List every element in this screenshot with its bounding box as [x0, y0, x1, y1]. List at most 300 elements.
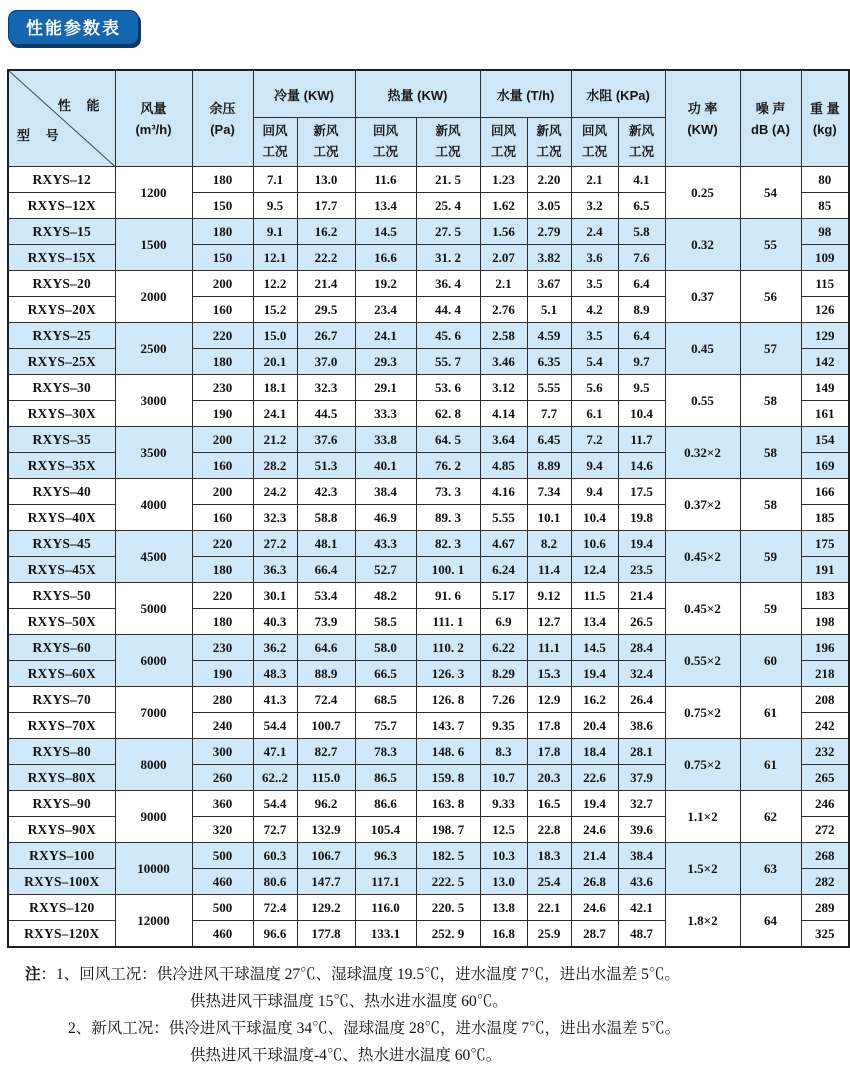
heat-r-cell: 68.5: [355, 687, 416, 713]
model-cell: RXYS–70: [8, 687, 115, 713]
cool-r-cell: 41.3: [253, 687, 297, 713]
wf-r-cell: 1.23: [480, 167, 527, 193]
model-cell: RXYS–50X: [8, 609, 115, 635]
cool-f-cell: 96.2: [297, 791, 355, 817]
pa-cell: 220: [192, 531, 253, 557]
wf-r-cell: 9.33: [480, 791, 527, 817]
cool-f-cell: 37.0: [297, 349, 355, 375]
power-cell: 0.45×2: [665, 531, 740, 583]
notes: [25, 961, 850, 1069]
header-noise-unit: dB (A): [751, 121, 791, 137]
header-performance-label: 性 能: [57, 98, 106, 113]
spec-table-body: [8, 167, 849, 948]
heat-f-cell: 64. 5: [416, 427, 480, 453]
heat-r-cell: 16.6: [355, 245, 416, 271]
pa-cell: 190: [192, 401, 253, 427]
cool-f-cell: 13.0: [297, 167, 355, 193]
weight-cell: 196: [801, 635, 849, 661]
airflow-cell: 8000: [115, 739, 192, 791]
weight-cell: 265: [801, 765, 849, 791]
weight-cell: 115: [801, 271, 849, 297]
note-line-3: 2、新风工况：供冷进风干球温度 34℃、湿球温度 28℃，进水温度 7℃，进出水温差 5℃。: [68, 1020, 681, 1037]
power-cell: 1.1×2: [665, 791, 740, 843]
cool-r-cell: 18.1: [253, 375, 297, 401]
wr-r-cell: 10.6: [571, 531, 618, 557]
heat-r-cell: 75.7: [355, 713, 416, 739]
wr-f-cell: 38.4: [618, 843, 665, 869]
heat-f-cell: 126. 3: [416, 661, 480, 687]
pa-cell: 160: [192, 453, 253, 479]
model-cell: RXYS–100: [8, 843, 115, 869]
heat-f-cell: 55. 7: [416, 349, 480, 375]
heat-f-cell: 220. 5: [416, 895, 480, 921]
power-cell: 0.55: [665, 375, 740, 427]
model-cell: RXYS–90: [8, 791, 115, 817]
cool-r-cell: 24.1: [253, 401, 297, 427]
weight-cell: 154: [801, 427, 849, 453]
heat-f-cell: 222. 5: [416, 869, 480, 895]
wr-r-cell: 21.4: [571, 843, 618, 869]
cool-r-cell: 40.3: [253, 609, 297, 635]
wf-f-cell: 15.3: [527, 661, 571, 687]
wr-f-cell: 21.4: [618, 583, 665, 609]
wf-f-cell: 7.7: [527, 401, 571, 427]
wr-f-cell: 39.6: [618, 817, 665, 843]
note-line-4: 供热进风干球温度-4℃、热水进水温度 60℃。: [190, 1047, 502, 1064]
cool-f-cell: 21.4: [297, 271, 355, 297]
wf-r-cell: 1.56: [480, 219, 527, 245]
subheader-cooling-return: 回风 工况: [253, 118, 297, 167]
pa-cell: 230: [192, 635, 253, 661]
wr-r-cell: 26.8: [571, 869, 618, 895]
cool-f-cell: 16.2: [297, 219, 355, 245]
heat-f-cell: 198. 7: [416, 817, 480, 843]
header-cooling: 冷量 (KW): [253, 70, 355, 118]
header-model-performance: [8, 70, 115, 167]
heat-r-cell: 29.1: [355, 375, 416, 401]
cool-r-cell: 9.1: [253, 219, 297, 245]
weight-cell: 149: [801, 375, 849, 401]
wr-f-cell: 14.6: [618, 453, 665, 479]
wr-r-cell: 14.5: [571, 635, 618, 661]
table-row: [8, 323, 849, 349]
wf-f-cell: 12.9: [527, 687, 571, 713]
weight-cell: 185: [801, 505, 849, 531]
weight-cell: 129: [801, 323, 849, 349]
wf-f-cell: 2.20: [527, 167, 571, 193]
subheader-heating-fresh: 新风 工况: [416, 118, 480, 167]
weight-cell: 80: [801, 167, 849, 193]
wr-f-cell: 6.4: [618, 271, 665, 297]
wr-r-cell: 19.4: [571, 791, 618, 817]
wf-f-cell: 17.8: [527, 739, 571, 765]
table-row: [8, 687, 849, 713]
wf-r-cell: 6.24: [480, 557, 527, 583]
airflow-cell: 1200: [115, 167, 192, 219]
header-airflow-unit: (m³/h): [135, 121, 172, 137]
wr-f-cell: 6.5: [618, 193, 665, 219]
noise-cell: 63: [740, 843, 801, 895]
wf-r-cell: 8.3: [480, 739, 527, 765]
cool-r-cell: 7.1: [253, 167, 297, 193]
weight-cell: 126: [801, 297, 849, 323]
model-cell: RXYS–80X: [8, 765, 115, 791]
cool-f-cell: 72.4: [297, 687, 355, 713]
cool-f-cell: 177.8: [297, 921, 355, 948]
pa-cell: 220: [192, 323, 253, 349]
power-cell: 0.32×2: [665, 427, 740, 479]
pa-cell: 160: [192, 505, 253, 531]
header-weight-unit: (kg): [812, 121, 837, 137]
wr-r-cell: 10.4: [571, 505, 618, 531]
cool-r-cell: 30.1: [253, 583, 297, 609]
cool-f-cell: 73.9: [297, 609, 355, 635]
wf-f-cell: 3.05: [527, 193, 571, 219]
table-row: [8, 843, 849, 869]
wr-f-cell: 17.5: [618, 479, 665, 505]
subheader-waterres-return: 回风 工况: [571, 118, 618, 167]
power-cell: 0.25: [665, 167, 740, 219]
heat-f-cell: 100. 1: [416, 557, 480, 583]
pa-cell: 180: [192, 167, 253, 193]
airflow-cell: 3000: [115, 375, 192, 427]
model-cell: RXYS–120: [8, 895, 115, 921]
heat-r-cell: 116.0: [355, 895, 416, 921]
wf-r-cell: 3.46: [480, 349, 527, 375]
heat-r-cell: 58.0: [355, 635, 416, 661]
wr-r-cell: 12.4: [571, 557, 618, 583]
cool-r-cell: 72.7: [253, 817, 297, 843]
cool-f-cell: 129.2: [297, 895, 355, 921]
wr-r-cell: 9.4: [571, 479, 618, 505]
model-cell: RXYS–80: [8, 739, 115, 765]
power-cell: 0.32: [665, 219, 740, 271]
pa-cell: 200: [192, 271, 253, 297]
wr-f-cell: 48.7: [618, 921, 665, 948]
weight-cell: 191: [801, 557, 849, 583]
wf-r-cell: 8.29: [480, 661, 527, 687]
noise-cell: 61: [740, 687, 801, 739]
cool-r-cell: 80.6: [253, 869, 297, 895]
cool-r-cell: 27.2: [253, 531, 297, 557]
wr-f-cell: 19.4: [618, 531, 665, 557]
header-power: [665, 70, 740, 167]
heat-f-cell: 62. 8: [416, 401, 480, 427]
airflow-cell: 4000: [115, 479, 192, 531]
cool-f-cell: 37.6: [297, 427, 355, 453]
note-line-1-text: ：1、回风工况：供冷进风干球温度 27℃、湿球温度 19.5℃，进水温度 7℃，进出水温差 5℃。: [40, 966, 680, 983]
wf-f-cell: 6.35: [527, 349, 571, 375]
pa-cell: 230: [192, 375, 253, 401]
heat-f-cell: 159. 8: [416, 765, 480, 791]
pa-cell: 180: [192, 557, 253, 583]
wr-f-cell: 4.1: [618, 167, 665, 193]
wr-r-cell: 16.2: [571, 687, 618, 713]
power-cell: 0.45×2: [665, 583, 740, 635]
wr-r-cell: 5.6: [571, 375, 618, 401]
note-line-1: [25, 961, 850, 988]
model-cell: RXYS–20: [8, 271, 115, 297]
noise-cell: 55: [740, 219, 801, 271]
wr-f-cell: 37.9: [618, 765, 665, 791]
model-cell: RXYS–60X: [8, 661, 115, 687]
spec-table: [7, 69, 850, 948]
table-row: [8, 219, 849, 245]
weight-cell: 198: [801, 609, 849, 635]
pa-cell: 500: [192, 895, 253, 921]
wr-f-cell: 43.6: [618, 869, 665, 895]
model-cell: RXYS–20X: [8, 297, 115, 323]
page-title-text: 性能参数表: [26, 19, 121, 38]
wr-f-cell: 23.5: [618, 557, 665, 583]
cool-f-cell: 48.1: [297, 531, 355, 557]
weight-cell: 183: [801, 583, 849, 609]
wr-r-cell: 3.2: [571, 193, 618, 219]
spec-table-header: [8, 70, 849, 167]
heat-r-cell: 38.4: [355, 479, 416, 505]
header-noise: [740, 70, 801, 167]
power-cell: 0.37×2: [665, 479, 740, 531]
noise-cell: 60: [740, 635, 801, 687]
heat-r-cell: 24.1: [355, 323, 416, 349]
model-cell: RXYS–15X: [8, 245, 115, 271]
noise-cell: 56: [740, 271, 801, 323]
wf-f-cell: 20.3: [527, 765, 571, 791]
pa-cell: 500: [192, 843, 253, 869]
subheader-waterflow-return: 回风 工况: [480, 118, 527, 167]
wf-f-cell: 9.12: [527, 583, 571, 609]
power-cell: 0.75×2: [665, 687, 740, 739]
airflow-cell: 7000: [115, 687, 192, 739]
weight-cell: 109: [801, 245, 849, 271]
heat-f-cell: 25. 4: [416, 193, 480, 219]
heat-r-cell: 13.4: [355, 193, 416, 219]
cool-r-cell: 54.4: [253, 713, 297, 739]
cool-f-cell: 44.5: [297, 401, 355, 427]
wr-f-cell: 5.8: [618, 219, 665, 245]
heat-r-cell: 33.3: [355, 401, 416, 427]
noise-cell: 57: [740, 323, 801, 375]
cool-f-cell: 29.5: [297, 297, 355, 323]
heat-r-cell: 11.6: [355, 167, 416, 193]
wf-f-cell: 5.1: [527, 297, 571, 323]
heat-r-cell: 48.2: [355, 583, 416, 609]
heat-r-cell: 58.5: [355, 609, 416, 635]
wr-r-cell: 3.6: [571, 245, 618, 271]
heat-f-cell: 110. 2: [416, 635, 480, 661]
pa-cell: 200: [192, 427, 253, 453]
wr-f-cell: 28.1: [618, 739, 665, 765]
heat-f-cell: 44. 4: [416, 297, 480, 323]
power-cell: 0.75×2: [665, 739, 740, 791]
table-row: [8, 583, 849, 609]
wf-f-cell: 12.7: [527, 609, 571, 635]
airflow-cell: 5000: [115, 583, 192, 635]
model-cell: RXYS–30: [8, 375, 115, 401]
header-pressure-unit: (Pa): [210, 121, 235, 137]
wf-f-cell: 7.34: [527, 479, 571, 505]
heat-f-cell: 76. 2: [416, 453, 480, 479]
header-model-label: 型 号: [17, 128, 65, 143]
subheader-heating-return: 回风 工况: [355, 118, 416, 167]
heat-r-cell: 40.1: [355, 453, 416, 479]
wf-r-cell: 10.7: [480, 765, 527, 791]
power-cell: 0.55×2: [665, 635, 740, 687]
wf-f-cell: 2.79: [527, 219, 571, 245]
cool-r-cell: 21.2: [253, 427, 297, 453]
subheader-cooling-fresh: 新风 工况: [297, 118, 355, 167]
wf-f-cell: 3.67: [527, 271, 571, 297]
heat-f-cell: 82. 3: [416, 531, 480, 557]
heat-r-cell: 19.2: [355, 271, 416, 297]
header-pressure: [192, 70, 253, 167]
model-cell: RXYS–60: [8, 635, 115, 661]
pa-cell: 190: [192, 661, 253, 687]
pa-cell: 200: [192, 479, 253, 505]
pa-cell: 360: [192, 791, 253, 817]
header-weight: [801, 70, 849, 167]
wr-f-cell: 9.7: [618, 349, 665, 375]
model-cell: RXYS–40: [8, 479, 115, 505]
header-pressure-label: 余压: [209, 100, 236, 116]
weight-cell: 272: [801, 817, 849, 843]
subheader-waterflow-fresh: 新风 工况: [527, 118, 571, 167]
model-cell: RXYS–45: [8, 531, 115, 557]
model-cell: RXYS–35: [8, 427, 115, 453]
table-row: [8, 635, 849, 661]
pa-cell: 240: [192, 713, 253, 739]
heat-r-cell: 46.9: [355, 505, 416, 531]
wr-r-cell: 2.1: [571, 167, 618, 193]
wf-r-cell: 3.12: [480, 375, 527, 401]
cool-f-cell: 32.3: [297, 375, 355, 401]
wf-r-cell: 6.9: [480, 609, 527, 635]
cool-f-cell: 26.7: [297, 323, 355, 349]
wr-f-cell: 26.5: [618, 609, 665, 635]
cool-r-cell: 54.4: [253, 791, 297, 817]
model-cell: RXYS–90X: [8, 817, 115, 843]
weight-cell: 282: [801, 869, 849, 895]
noise-cell: 59: [740, 583, 801, 635]
header-noise-label: 噪 声: [755, 100, 786, 116]
airflow-cell: 2500: [115, 323, 192, 375]
heat-r-cell: 14.5: [355, 219, 416, 245]
wf-f-cell: 10.1: [527, 505, 571, 531]
wf-f-cell: 11.1: [527, 635, 571, 661]
wf-r-cell: 13.8: [480, 895, 527, 921]
note-label: 注: [25, 966, 41, 983]
cool-f-cell: 115.0: [297, 765, 355, 791]
model-cell: RXYS–120X: [8, 921, 115, 948]
noise-cell: 64: [740, 895, 801, 948]
table-row: [8, 375, 849, 401]
wr-f-cell: 32.4: [618, 661, 665, 687]
weight-cell: 208: [801, 687, 849, 713]
wr-f-cell: 7.6: [618, 245, 665, 271]
wf-r-cell: 6.22: [480, 635, 527, 661]
cool-r-cell: 9.5: [253, 193, 297, 219]
heat-r-cell: 86.6: [355, 791, 416, 817]
wr-f-cell: 32.7: [618, 791, 665, 817]
noise-cell: 58: [740, 375, 801, 427]
cool-f-cell: 147.7: [297, 869, 355, 895]
wf-r-cell: 12.5: [480, 817, 527, 843]
wf-f-cell: 5.55: [527, 375, 571, 401]
model-cell: RXYS–40X: [8, 505, 115, 531]
wr-r-cell: 5.4: [571, 349, 618, 375]
weight-cell: 218: [801, 661, 849, 687]
weight-cell: 242: [801, 713, 849, 739]
page-title: [8, 10, 139, 45]
heat-f-cell: 111. 1: [416, 609, 480, 635]
cool-r-cell: 15.0: [253, 323, 297, 349]
wr-f-cell: 8.9: [618, 297, 665, 323]
wr-r-cell: 20.4: [571, 713, 618, 739]
heat-f-cell: 163. 8: [416, 791, 480, 817]
model-cell: RXYS–25: [8, 323, 115, 349]
pa-cell: 180: [192, 609, 253, 635]
wf-f-cell: 8.89: [527, 453, 571, 479]
airflow-cell: 2000: [115, 271, 192, 323]
cool-r-cell: 96.6: [253, 921, 297, 948]
wf-r-cell: 4.67: [480, 531, 527, 557]
wr-r-cell: 11.5: [571, 583, 618, 609]
wf-r-cell: 2.76: [480, 297, 527, 323]
wr-r-cell: 22.6: [571, 765, 618, 791]
wr-r-cell: 18.4: [571, 739, 618, 765]
wr-r-cell: 9.4: [571, 453, 618, 479]
heat-f-cell: 73. 3: [416, 479, 480, 505]
power-cell: 1.8×2: [665, 895, 740, 948]
cool-r-cell: 47.1: [253, 739, 297, 765]
weight-cell: 325: [801, 921, 849, 948]
heat-f-cell: 143. 7: [416, 713, 480, 739]
wf-f-cell: 8.2: [527, 531, 571, 557]
cool-f-cell: 53.4: [297, 583, 355, 609]
weight-cell: 246: [801, 791, 849, 817]
wf-r-cell: 7.26: [480, 687, 527, 713]
wf-r-cell: 3.64: [480, 427, 527, 453]
wr-r-cell: 19.4: [571, 661, 618, 687]
model-cell: RXYS–45X: [8, 557, 115, 583]
model-cell: RXYS–25X: [8, 349, 115, 375]
heat-r-cell: 86.5: [355, 765, 416, 791]
table-row: [8, 791, 849, 817]
weight-cell: 161: [801, 401, 849, 427]
wr-r-cell: 3.5: [571, 271, 618, 297]
wf-r-cell: 9.35: [480, 713, 527, 739]
cool-r-cell: 20.1: [253, 349, 297, 375]
power-cell: 1.5×2: [665, 843, 740, 895]
wf-f-cell: 22.8: [527, 817, 571, 843]
noise-cell: 59: [740, 531, 801, 583]
wr-f-cell: 38.6: [618, 713, 665, 739]
header-waterres: 水阻 (KPa): [571, 70, 665, 118]
model-cell: RXYS–50: [8, 583, 115, 609]
power-cell: 0.37: [665, 271, 740, 323]
airflow-cell: 9000: [115, 791, 192, 843]
cool-r-cell: 48.3: [253, 661, 297, 687]
airflow-cell: 3500: [115, 427, 192, 479]
wr-f-cell: 11.7: [618, 427, 665, 453]
cool-r-cell: 36.3: [253, 557, 297, 583]
heat-f-cell: 252. 9: [416, 921, 480, 948]
heat-r-cell: 117.1: [355, 869, 416, 895]
cool-f-cell: 17.7: [297, 193, 355, 219]
heat-r-cell: 96.3: [355, 843, 416, 869]
model-cell: RXYS–35X: [8, 453, 115, 479]
cool-r-cell: 72.4: [253, 895, 297, 921]
